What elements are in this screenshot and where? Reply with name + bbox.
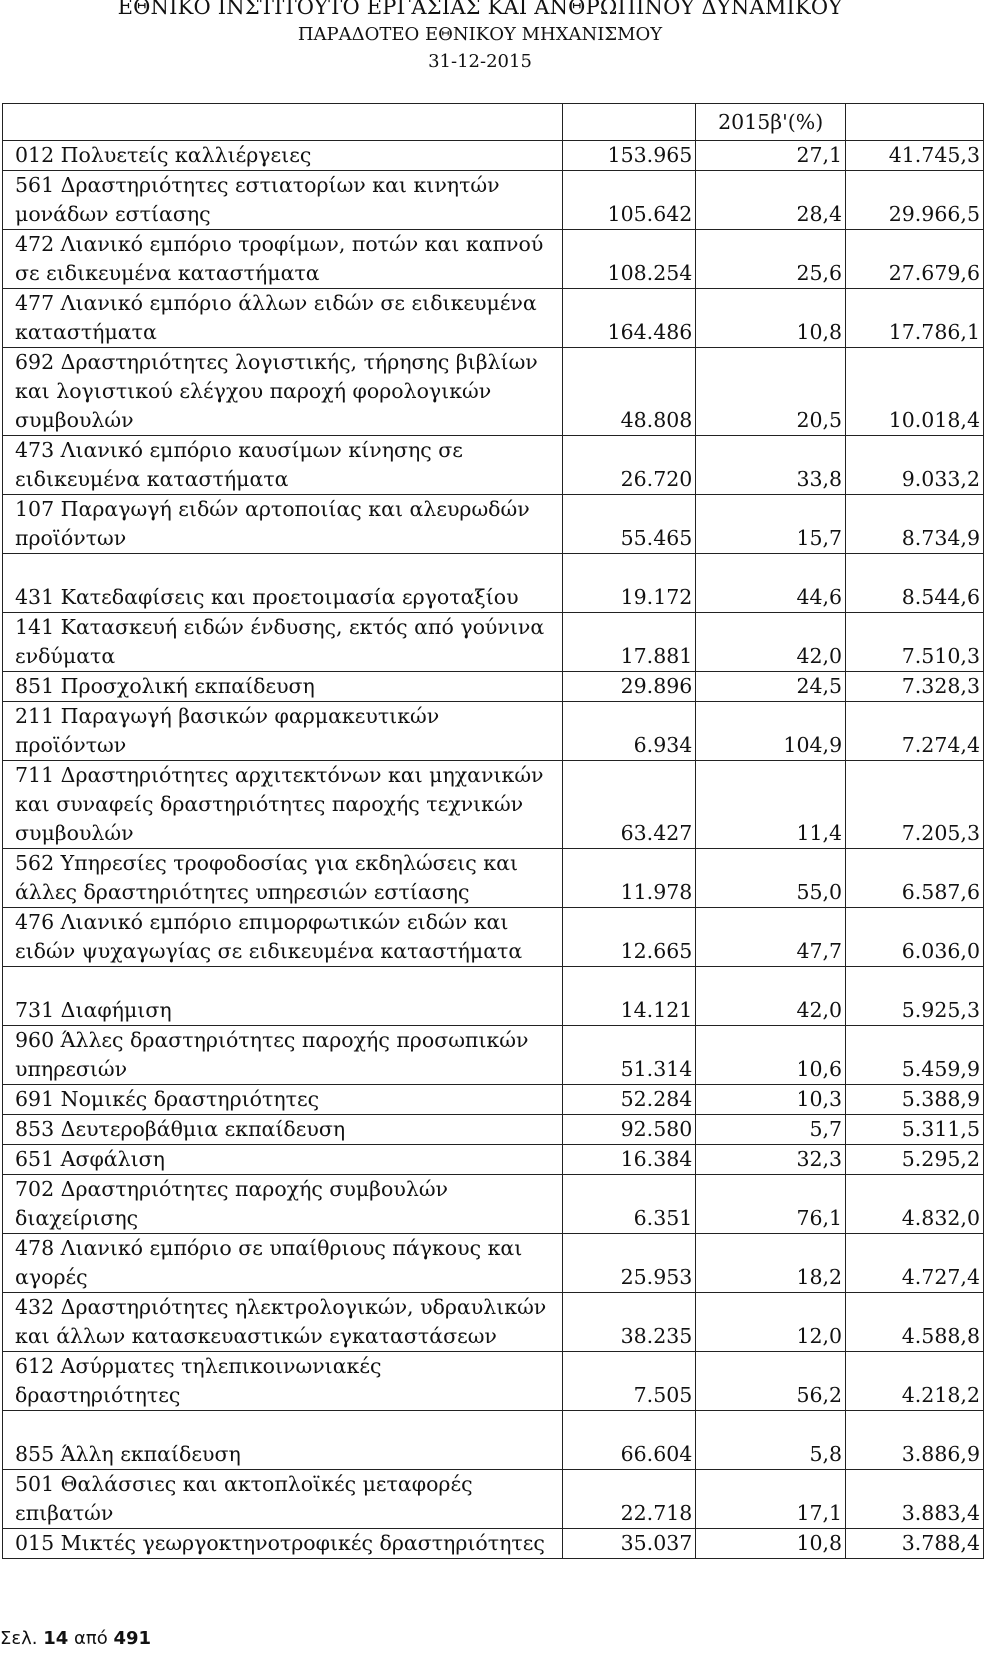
value-cell: 25.953: [562, 1234, 696, 1293]
activity-line: 561 Δραστηριότητες εστιατορίων και κινητών: [15, 173, 500, 197]
value-cell: 153.965: [562, 141, 696, 171]
activity-cell: [3, 289, 563, 348]
percent-cell: 104,9: [696, 702, 846, 761]
total-cell: 4.727,4: [846, 1234, 984, 1293]
page-prefix: Σελ.: [0, 1628, 38, 1649]
total-cell: 5.295,2: [846, 1145, 984, 1175]
total-cell: 27.679,6: [846, 230, 984, 289]
header-cell-col1: [562, 104, 696, 141]
header-cell-activity: [3, 104, 563, 141]
activity-line: ειδών ψυχαγωγίας σε ειδικευμένα καταστήματα: [15, 939, 523, 963]
data-table: [2, 103, 984, 1559]
activity-line: προϊόντων: [15, 733, 127, 757]
activity-line: 851 Προσχολική εκπαίδευση: [15, 674, 315, 698]
value-cell: 38.235: [562, 1293, 696, 1352]
activity-line: 702 Δραστηριότητες παροχής συμβουλών: [15, 1177, 448, 1201]
header-cell-col3: [846, 104, 984, 141]
page-number: 14: [43, 1628, 69, 1649]
value-cell: 16.384: [562, 1145, 696, 1175]
value-cell: 52.284: [562, 1085, 696, 1115]
activity-cell: [3, 1293, 563, 1352]
percent-cell: 20,5: [696, 348, 846, 436]
percent-cell: 56,2: [696, 1352, 846, 1411]
activity-line: ενδύματα: [15, 644, 116, 668]
table-row: [3, 1115, 984, 1145]
table-row: [3, 1352, 984, 1411]
activity-line: 015 Μικτές γεωργοκτηνοτροφικές δραστηριότητες: [15, 1531, 545, 1555]
header-cell-percent: 2015β'(%): [696, 104, 846, 141]
activity-cell: [3, 1352, 563, 1411]
table-row: [3, 761, 984, 849]
activity-line: προϊόντων: [15, 526, 127, 550]
activity-cell: [3, 554, 563, 613]
value-cell: 26.720: [562, 436, 696, 495]
activity-cell: [3, 613, 563, 672]
activity-cell: [3, 702, 563, 761]
value-cell: 164.486: [562, 289, 696, 348]
table-row: [3, 1411, 984, 1470]
total-cell: 17.786,1: [846, 289, 984, 348]
value-cell: 14.121: [562, 967, 696, 1026]
activity-line: και λογιστικού ελέγχου παροχή φορολογικών: [15, 379, 492, 403]
activity-line: 855 Άλλη εκπαίδευση: [15, 1442, 241, 1466]
total-cell: 4.588,8: [846, 1293, 984, 1352]
total-cell: 7.274,4: [846, 702, 984, 761]
document-header: [0, 0, 960, 75]
table-row: [3, 348, 984, 436]
activity-line: 692 Δραστηριότητες λογιστικής, τήρησης βιβλίων: [15, 350, 538, 374]
activity-cell: [3, 1026, 563, 1085]
activity-line: συμβουλών: [15, 408, 134, 432]
activity-line: 501 Θαλάσσιες και ακτοπλοϊκές μεταφορές: [15, 1472, 473, 1496]
total-cell: 7.328,3: [846, 672, 984, 702]
activity-cell: [3, 908, 563, 967]
activity-cell: [3, 672, 563, 702]
activity-line: 431 Κατεδαφίσεις και προετοιμασία εργοταξίου: [15, 585, 519, 609]
activity-cell: [3, 1085, 563, 1115]
total-cell: 3.788,4: [846, 1529, 984, 1559]
value-cell: 35.037: [562, 1529, 696, 1559]
percent-cell: 10,3: [696, 1085, 846, 1115]
total-cell: 6.587,6: [846, 849, 984, 908]
page-total: 491: [113, 1628, 152, 1649]
total-cell: 5.459,9: [846, 1026, 984, 1085]
percent-cell: 10,6: [696, 1026, 846, 1085]
table-row: [3, 613, 984, 672]
total-cell: 7.205,3: [846, 761, 984, 849]
activity-line: 691 Νομικές δραστηριότητες: [15, 1087, 320, 1111]
percent-cell: 55,0: [696, 849, 846, 908]
percent-cell: 10,8: [696, 1529, 846, 1559]
activity-cell: [3, 1234, 563, 1293]
activity-cell: [3, 967, 563, 1026]
institute-title: ΕΘΝΙΚΟ ΙΝΣΤΙΤΟΥΤΟ ΕΡΓΑΣΙΑΣ ΚΑΙ ΑΝΘΡΩΠΙΝΟΥ ΔΥΝΑΜΙΚΟΥ: [117, 0, 843, 19]
total-cell: 8.544,6: [846, 554, 984, 613]
percent-cell: 12,0: [696, 1293, 846, 1352]
activity-line: 711 Δραστηριότητες αρχιτεκτόνων και μηχανικών: [15, 763, 544, 787]
table-row: [3, 672, 984, 702]
table-row: [3, 1529, 984, 1559]
activity-line: αγορές: [15, 1265, 88, 1289]
value-cell: 55.465: [562, 495, 696, 554]
value-cell: 51.314: [562, 1026, 696, 1085]
value-cell: 29.896: [562, 672, 696, 702]
activity-line: σε ειδικευμένα καταστήματα: [15, 261, 320, 285]
activity-line: [15, 1411, 559, 1440]
activity-cell: [3, 761, 563, 849]
activity-line: 476 Λιανικό εμπόριο επιμορφωτικών ειδών και: [15, 910, 509, 934]
activity-line: 960 Άλλες δραστηριότητες παροχής προσωπικών: [15, 1028, 529, 1052]
activity-line: 562 Υπηρεσίες τροφοδοσίας για εκδηλώσεις και: [15, 851, 519, 875]
activity-line: 107 Παραγωγή ειδών αρτοποιίας και αλευρωδών: [15, 497, 530, 521]
value-cell: 66.604: [562, 1411, 696, 1470]
activity-line: και συναφείς δραστηριότητες παροχής τεχνικών: [15, 792, 524, 816]
activity-cell: [3, 141, 563, 171]
percent-cell: 28,4: [696, 171, 846, 230]
table-row: [3, 849, 984, 908]
total-cell: 9.033,2: [846, 436, 984, 495]
value-cell: 11.978: [562, 849, 696, 908]
table-row: [3, 171, 984, 230]
table-row: [3, 1175, 984, 1234]
total-cell: 7.510,3: [846, 613, 984, 672]
percent-cell: 17,1: [696, 1470, 846, 1529]
activity-line: 612 Ασύρματες τηλεπικοινωνιακές: [15, 1354, 382, 1378]
percent-cell: 42,0: [696, 967, 846, 1026]
activity-line: 731 Διαφήμιση: [15, 998, 172, 1022]
total-cell: 5.925,3: [846, 967, 984, 1026]
percent-cell: 44,6: [696, 554, 846, 613]
page-footer: [0, 1628, 151, 1649]
percent-cell: 33,8: [696, 436, 846, 495]
activity-line: συμβουλών: [15, 821, 134, 845]
activity-cell: [3, 436, 563, 495]
document-date: 31-12-2015: [428, 51, 532, 72]
activity-line: καταστήματα: [15, 320, 157, 344]
percent-cell: 5,8: [696, 1411, 846, 1470]
total-cell: 5.311,5: [846, 1115, 984, 1145]
table-row: [3, 1293, 984, 1352]
activity-line: ειδικευμένα καταστήματα: [15, 467, 289, 491]
value-cell: 108.254: [562, 230, 696, 289]
activity-line: άλλες δραστηριότητες υπηρεσιών εστίασης: [15, 880, 470, 904]
percent-cell: 15,7: [696, 495, 846, 554]
table-row: [3, 1234, 984, 1293]
table-header-row: [3, 104, 984, 141]
percent-cell: 11,4: [696, 761, 846, 849]
activity-cell: [3, 171, 563, 230]
activity-line: [15, 967, 559, 996]
activity-cell: [3, 1145, 563, 1175]
activity-line: 432 Δραστηριότητες ηλεκτρολογικών, υδραυλικών: [15, 1295, 547, 1319]
activity-line: 012 Πολυετείς καλλιέργειες: [15, 143, 312, 167]
total-cell: 4.218,2: [846, 1352, 984, 1411]
value-cell: 48.808: [562, 348, 696, 436]
data-table-body: [3, 104, 984, 1559]
value-cell: 17.881: [562, 613, 696, 672]
value-cell: 12.665: [562, 908, 696, 967]
table-row: [3, 230, 984, 289]
value-cell: 92.580: [562, 1115, 696, 1145]
activity-line: διαχείρισης: [15, 1206, 139, 1230]
table-row: [3, 967, 984, 1026]
activity-cell: [3, 495, 563, 554]
value-cell: 105.642: [562, 171, 696, 230]
activity-line: και άλλων κατασκευαστικών εγκαταστάσεων: [15, 1324, 497, 1348]
value-cell: 7.505: [562, 1352, 696, 1411]
percent-cell: 25,6: [696, 230, 846, 289]
percent-cell: 18,2: [696, 1234, 846, 1293]
page-separator: από: [74, 1628, 108, 1649]
total-cell: 8.734,9: [846, 495, 984, 554]
value-cell: 19.172: [562, 554, 696, 613]
table-row: [3, 554, 984, 613]
percent-cell: 32,3: [696, 1145, 846, 1175]
total-cell: 3.883,4: [846, 1470, 984, 1529]
activity-line: υπηρεσιών: [15, 1057, 128, 1081]
activity-line: 473 Λιανικό εμπόριο καυσίμων κίνησης σε: [15, 438, 463, 462]
activity-cell: [3, 1175, 563, 1234]
activity-line: 477 Λιανικό εμπόριο άλλων ειδών σε ειδικευμένα: [15, 291, 537, 315]
value-cell: 6.351: [562, 1175, 696, 1234]
total-cell: 6.036,0: [846, 908, 984, 967]
activity-line: μονάδων εστίασης: [15, 202, 211, 226]
percent-cell: 5,7: [696, 1115, 846, 1145]
percent-cell: 27,1: [696, 141, 846, 171]
table-row: [3, 141, 984, 171]
total-cell: 3.886,9: [846, 1411, 984, 1470]
table-row: [3, 1470, 984, 1529]
table-row: [3, 702, 984, 761]
activity-cell: [3, 348, 563, 436]
percent-cell: 24,5: [696, 672, 846, 702]
table-row: [3, 1026, 984, 1085]
table-row: [3, 908, 984, 967]
activity-line: 651 Ασφάλιση: [15, 1147, 165, 1171]
activity-cell: [3, 849, 563, 908]
value-cell: 6.934: [562, 702, 696, 761]
table-row: [3, 289, 984, 348]
value-cell: 63.427: [562, 761, 696, 849]
table-row: [3, 436, 984, 495]
activity-line: 853 Δευτεροβάθμια εκπαίδευση: [15, 1117, 346, 1141]
activity-line: 141 Κατασκευή ειδών ένδυσης, εκτός από γούνινα: [15, 615, 545, 639]
percent-cell: 42,0: [696, 613, 846, 672]
activity-line: δραστηριότητες: [15, 1383, 181, 1407]
total-cell: 41.745,3: [846, 141, 984, 171]
activity-cell: [3, 1115, 563, 1145]
activity-line: 211 Παραγωγή βασικών φαρμακευτικών: [15, 704, 440, 728]
total-cell: 29.966,5: [846, 171, 984, 230]
table-row: [3, 495, 984, 554]
table-row: [3, 1145, 984, 1175]
activity-line: [15, 554, 559, 583]
deliverable-title: ΠΑΡΑΔΟΤΕΟ ΕΘΝΙΚΟΥ ΜΗΧΑΝΙΣΜΟΥ: [297, 24, 663, 45]
activity-line: επιβατών: [15, 1501, 114, 1525]
table-row: [3, 1085, 984, 1115]
activity-line: 478 Λιανικό εμπόριο σε υπαίθριους πάγκους και: [15, 1236, 523, 1260]
total-cell: 10.018,4: [846, 348, 984, 436]
activity-line: 472 Λιανικό εμπόριο τροφίμων, ποτών και καπνού: [15, 232, 544, 256]
activity-cell: [3, 1529, 563, 1559]
percent-cell: 47,7: [696, 908, 846, 967]
percent-cell: 10,8: [696, 289, 846, 348]
total-cell: 5.388,9: [846, 1085, 984, 1115]
total-cell: 4.832,0: [846, 1175, 984, 1234]
activity-cell: [3, 1411, 563, 1470]
activity-cell: [3, 1470, 563, 1529]
percent-cell: 76,1: [696, 1175, 846, 1234]
activity-cell: [3, 230, 563, 289]
value-cell: 22.718: [562, 1470, 696, 1529]
